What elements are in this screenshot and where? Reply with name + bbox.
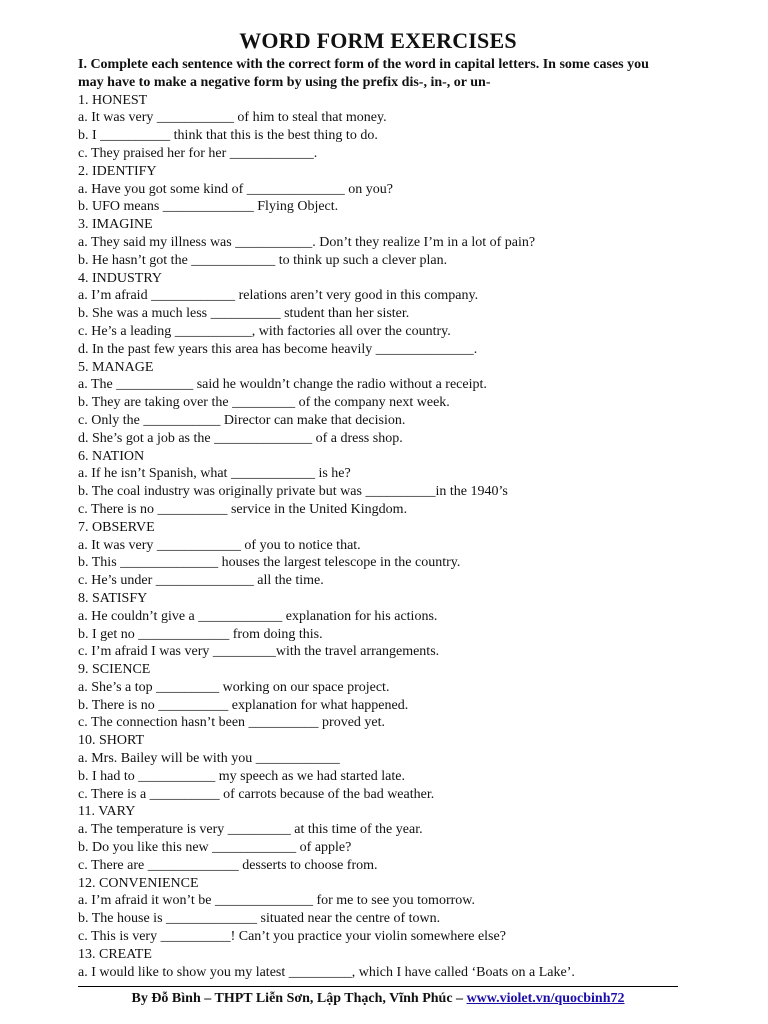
exercise-keyword: 8. SATISFY (78, 590, 148, 606)
exercise-sentence: c. The connection hasn’t been __________ proved yet. (78, 715, 386, 731)
exercise-keyword: 2. IDENTIFY (78, 163, 157, 179)
instructions: I. Complete each sentence with the correct form of the word in capital letters. In some cases you may have to make a negative form by using the prefix dis-, in-, or un- (78, 57, 649, 90)
exercise-sentence: c. There are _____________ desserts to choose from. (78, 857, 378, 873)
exercise-sentence: c. This is very __________! Can’t you practice your violin somewhere else? (78, 929, 506, 945)
exercise-sentence: d. She’s got a job as the ______________ of a dress shop. (78, 430, 403, 446)
exercise-sentence: c. They praised her for her ____________. (78, 145, 318, 161)
exercise-sentence: c. There is a __________ of carrots because of the bad weather. (78, 786, 435, 802)
exercise-sentence: a. If he isn’t Spanish, what ____________ is he? (78, 466, 351, 482)
footer-link[interactable]: www.violet.vn/quocbinh72 (466, 991, 625, 1006)
exercise-keyword: 3. IMAGINE (78, 217, 153, 233)
exercise-keyword: 10. SHORT (78, 733, 145, 749)
exercise-sentence: a. Have you got some kind of ______________ on you? (78, 181, 393, 197)
exercise-sentence: b. Do you like this new ____________ of apple? (78, 840, 352, 856)
exercise-sentence: a. They said my illness was ___________. Don’t they realize I’m in a lot of pain? (78, 234, 536, 250)
exercise-sentence: a. Mrs. Bailey will be with you ____________ (78, 751, 340, 767)
exercise-sentence: b. There is no __________ explanation for what happened. (78, 697, 409, 713)
exercise-keyword: 12. CONVENIENCE (78, 875, 199, 891)
exercise-sentence: a. He couldn’t give a ____________ explanation for his actions. (78, 608, 438, 624)
footer-divider (78, 986, 678, 987)
exercise-sentence: a. She’s a top _________ working on our space project. (78, 679, 390, 695)
exercise-sentence: b. She was a much less __________ student than her sister. (78, 306, 410, 322)
exercise-keyword: 4. INDUSTRY (78, 270, 163, 286)
exercise-sentence: b. I __________ think that this is the best thing to do. (78, 128, 378, 144)
footer (78, 990, 678, 1008)
exercise-sentence: b. The coal industry was originally private but was __________in the 1940’s (78, 484, 508, 500)
exercise-sentence: c. He’s under ______________ all the time. (78, 573, 324, 589)
exercise-sentence: a. I’m afraid it won’t be ______________ for me to see you tomorrow. (78, 893, 475, 909)
exercise-sentence: a. I would like to show you my latest _________, which I have called ‘Boats on a Lake’. (78, 964, 575, 980)
footer-credit: By Đỗ Bình – THPT Liễn Sơn, Lập Thạch, Vĩnh Phúc – (131, 991, 467, 1006)
exercise-sentence: d. In the past few years this area has become heavily ______________. (78, 341, 478, 357)
exercise-sentence: c. I’m afraid I was very _________with the travel arrangements. (78, 644, 440, 660)
exercise-sentence: b. He hasn’t got the ____________ to think up such a clever plan. (78, 252, 448, 268)
exercise-sentence: c. He’s a leading ___________, with factories all over the country. (78, 323, 451, 339)
worksheet-page (78, 28, 678, 981)
exercise-sentence: a. I’m afraid ____________ relations aren’t very good in this company. (78, 288, 479, 304)
exercise-keyword: 7. OBSERVE (78, 519, 155, 535)
exercise-sentence: b. They are taking over the _________ of the company next week. (78, 395, 450, 411)
exercise-sentence: a. It was very ____________ of you to notice that. (78, 537, 361, 553)
exercise-list (78, 92, 678, 982)
exercise-keyword: 9. SCIENCE (78, 662, 151, 678)
exercise-sentence: c. Only the ___________ Director can make that decision. (78, 412, 406, 428)
exercise-keyword: 5. MANAGE (78, 359, 154, 375)
exercise-keyword: 1. HONEST (78, 92, 148, 108)
exercise-sentence: b. The house is _____________ situated near the centre of town. (78, 911, 441, 927)
exercise-sentence: b. I had to ___________ my speech as we had started late. (78, 768, 405, 784)
exercise-sentence: a. The ___________ said he wouldn’t change the radio without a receipt. (78, 377, 487, 393)
exercise-keyword: 6. NATION (78, 448, 145, 464)
exercise-sentence: a. It was very ___________ of him to steal that money. (78, 110, 387, 126)
exercise-sentence: b. I get no _____________ from doing this. (78, 626, 323, 642)
exercise-sentence: b. This ______________ houses the largest telescope in the country. (78, 555, 461, 571)
exercise-keyword: 13. CREATE (78, 946, 152, 962)
exercise-keyword: 11. VARY (78, 804, 136, 820)
exercise-sentence: b. UFO means _____________ Flying Object. (78, 199, 339, 215)
exercise-sentence: a. The temperature is very _________ at this time of the year. (78, 822, 423, 838)
exercise-sentence: c. There is no __________ service in the United Kingdom. (78, 501, 408, 517)
page-title: WORD FORM EXERCISES (239, 28, 517, 53)
